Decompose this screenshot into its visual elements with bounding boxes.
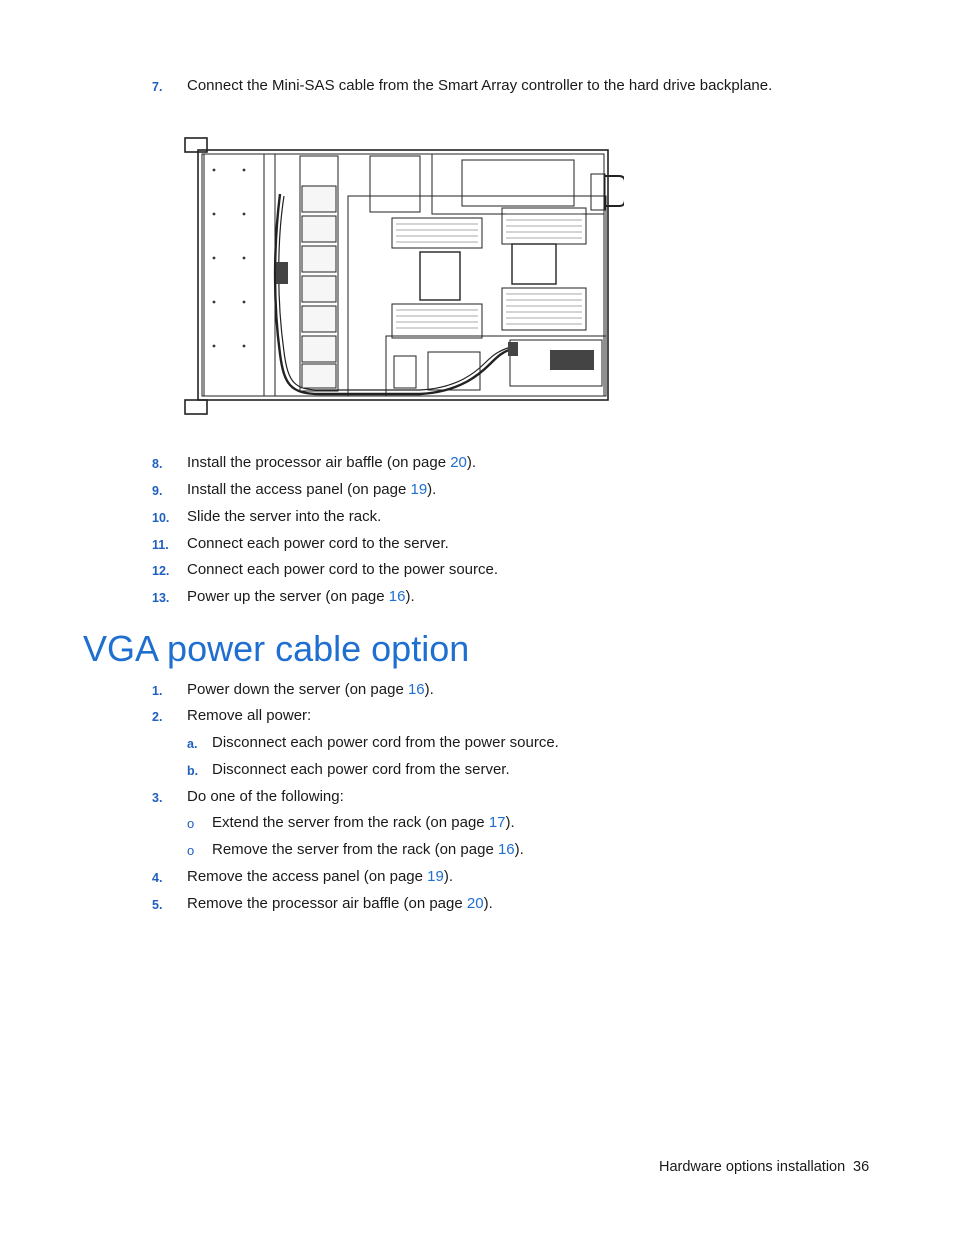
bullet-text <box>212 814 515 832</box>
step-number: 10. <box>152 511 170 525</box>
step-number: 8. <box>152 457 163 471</box>
step-number: 3. <box>152 791 163 805</box>
step-text-tail: ). <box>443 868 454 885</box>
bullet-text-body: Extend the server from the rack (on page <box>212 814 489 831</box>
step-number: 2. <box>152 710 163 724</box>
step-text <box>187 481 436 499</box>
step-text-body: Power up the server (on page <box>187 588 389 605</box>
page-link[interactable]: 16 <box>407 681 425 698</box>
step-number: 11. <box>152 538 169 552</box>
footer-section-title: Hardware options installation <box>659 1159 846 1175</box>
step-text-body: Remove the processor air baffle (on page <box>187 895 467 912</box>
step-text-body: Remove the access panel (on page <box>187 868 428 885</box>
page-link[interactable]: 16 <box>497 841 515 858</box>
page-link[interactable]: 20 <box>450 454 467 471</box>
section-heading: VGA power cable option <box>83 628 470 669</box>
step-text <box>187 454 476 472</box>
substep-marker: b. <box>187 764 199 778</box>
step-text-tail: ). <box>466 454 477 471</box>
bullet-marker: o <box>187 843 195 858</box>
page-link[interactable]: 19 <box>427 868 444 885</box>
step-text-body: Power down the server (on page <box>187 681 408 698</box>
server-diagram-illustration <box>180 134 624 418</box>
page-link[interactable]: 17 <box>488 814 506 831</box>
page-link[interactable]: 16 <box>388 588 406 605</box>
step-text-body: Install the processor air baffle (on page <box>187 454 451 471</box>
step-text-tail: ). <box>427 481 437 498</box>
step-number: 1. <box>152 684 163 698</box>
bullet-text <box>212 841 524 859</box>
step-text-tail: ). <box>405 588 415 605</box>
step-text-body: Install the access panel (on page <box>187 481 411 498</box>
bullet-marker: o <box>187 816 195 831</box>
step-text: Slide the server into the rack. <box>187 508 382 525</box>
step-number: 7. <box>152 80 163 94</box>
step-text: Remove all power: <box>187 707 312 724</box>
step-number: 4. <box>152 871 163 885</box>
step-number: 13. <box>152 591 170 605</box>
page-link[interactable]: 19 <box>410 481 428 498</box>
step-text: Connect each power cord to the server. <box>187 535 449 552</box>
step-number: 5. <box>152 898 163 912</box>
bullet-text-body: Remove the server from the rack (on page <box>212 841 498 858</box>
footer-page-number: 36 <box>853 1159 870 1175</box>
step-text: Connect each power cord to the power source. <box>187 561 499 578</box>
step-number: 12. <box>152 564 170 578</box>
substep-text: Disconnect each power cord from the server. <box>212 761 510 778</box>
step-text: Do one of the following: <box>187 788 344 805</box>
step-text <box>187 868 453 886</box>
step-text <box>187 895 493 913</box>
substep-marker: a. <box>187 737 198 751</box>
bullet-text-tail: ). <box>505 814 515 831</box>
step-number: 9. <box>152 484 163 498</box>
substep-text: Disconnect each power cord from the power source. <box>212 734 559 751</box>
step-text: Connect the Mini-SAS cable from the Smart Array controller to the hard drive backplane. <box>187 77 773 94</box>
bullet-text-tail: ). <box>514 841 524 858</box>
page-link[interactable]: 20 <box>466 895 484 912</box>
step-text-tail: ). <box>483 895 493 912</box>
step-text <box>187 681 434 699</box>
step-text-tail: ). <box>424 681 434 698</box>
step-text <box>187 588 415 606</box>
